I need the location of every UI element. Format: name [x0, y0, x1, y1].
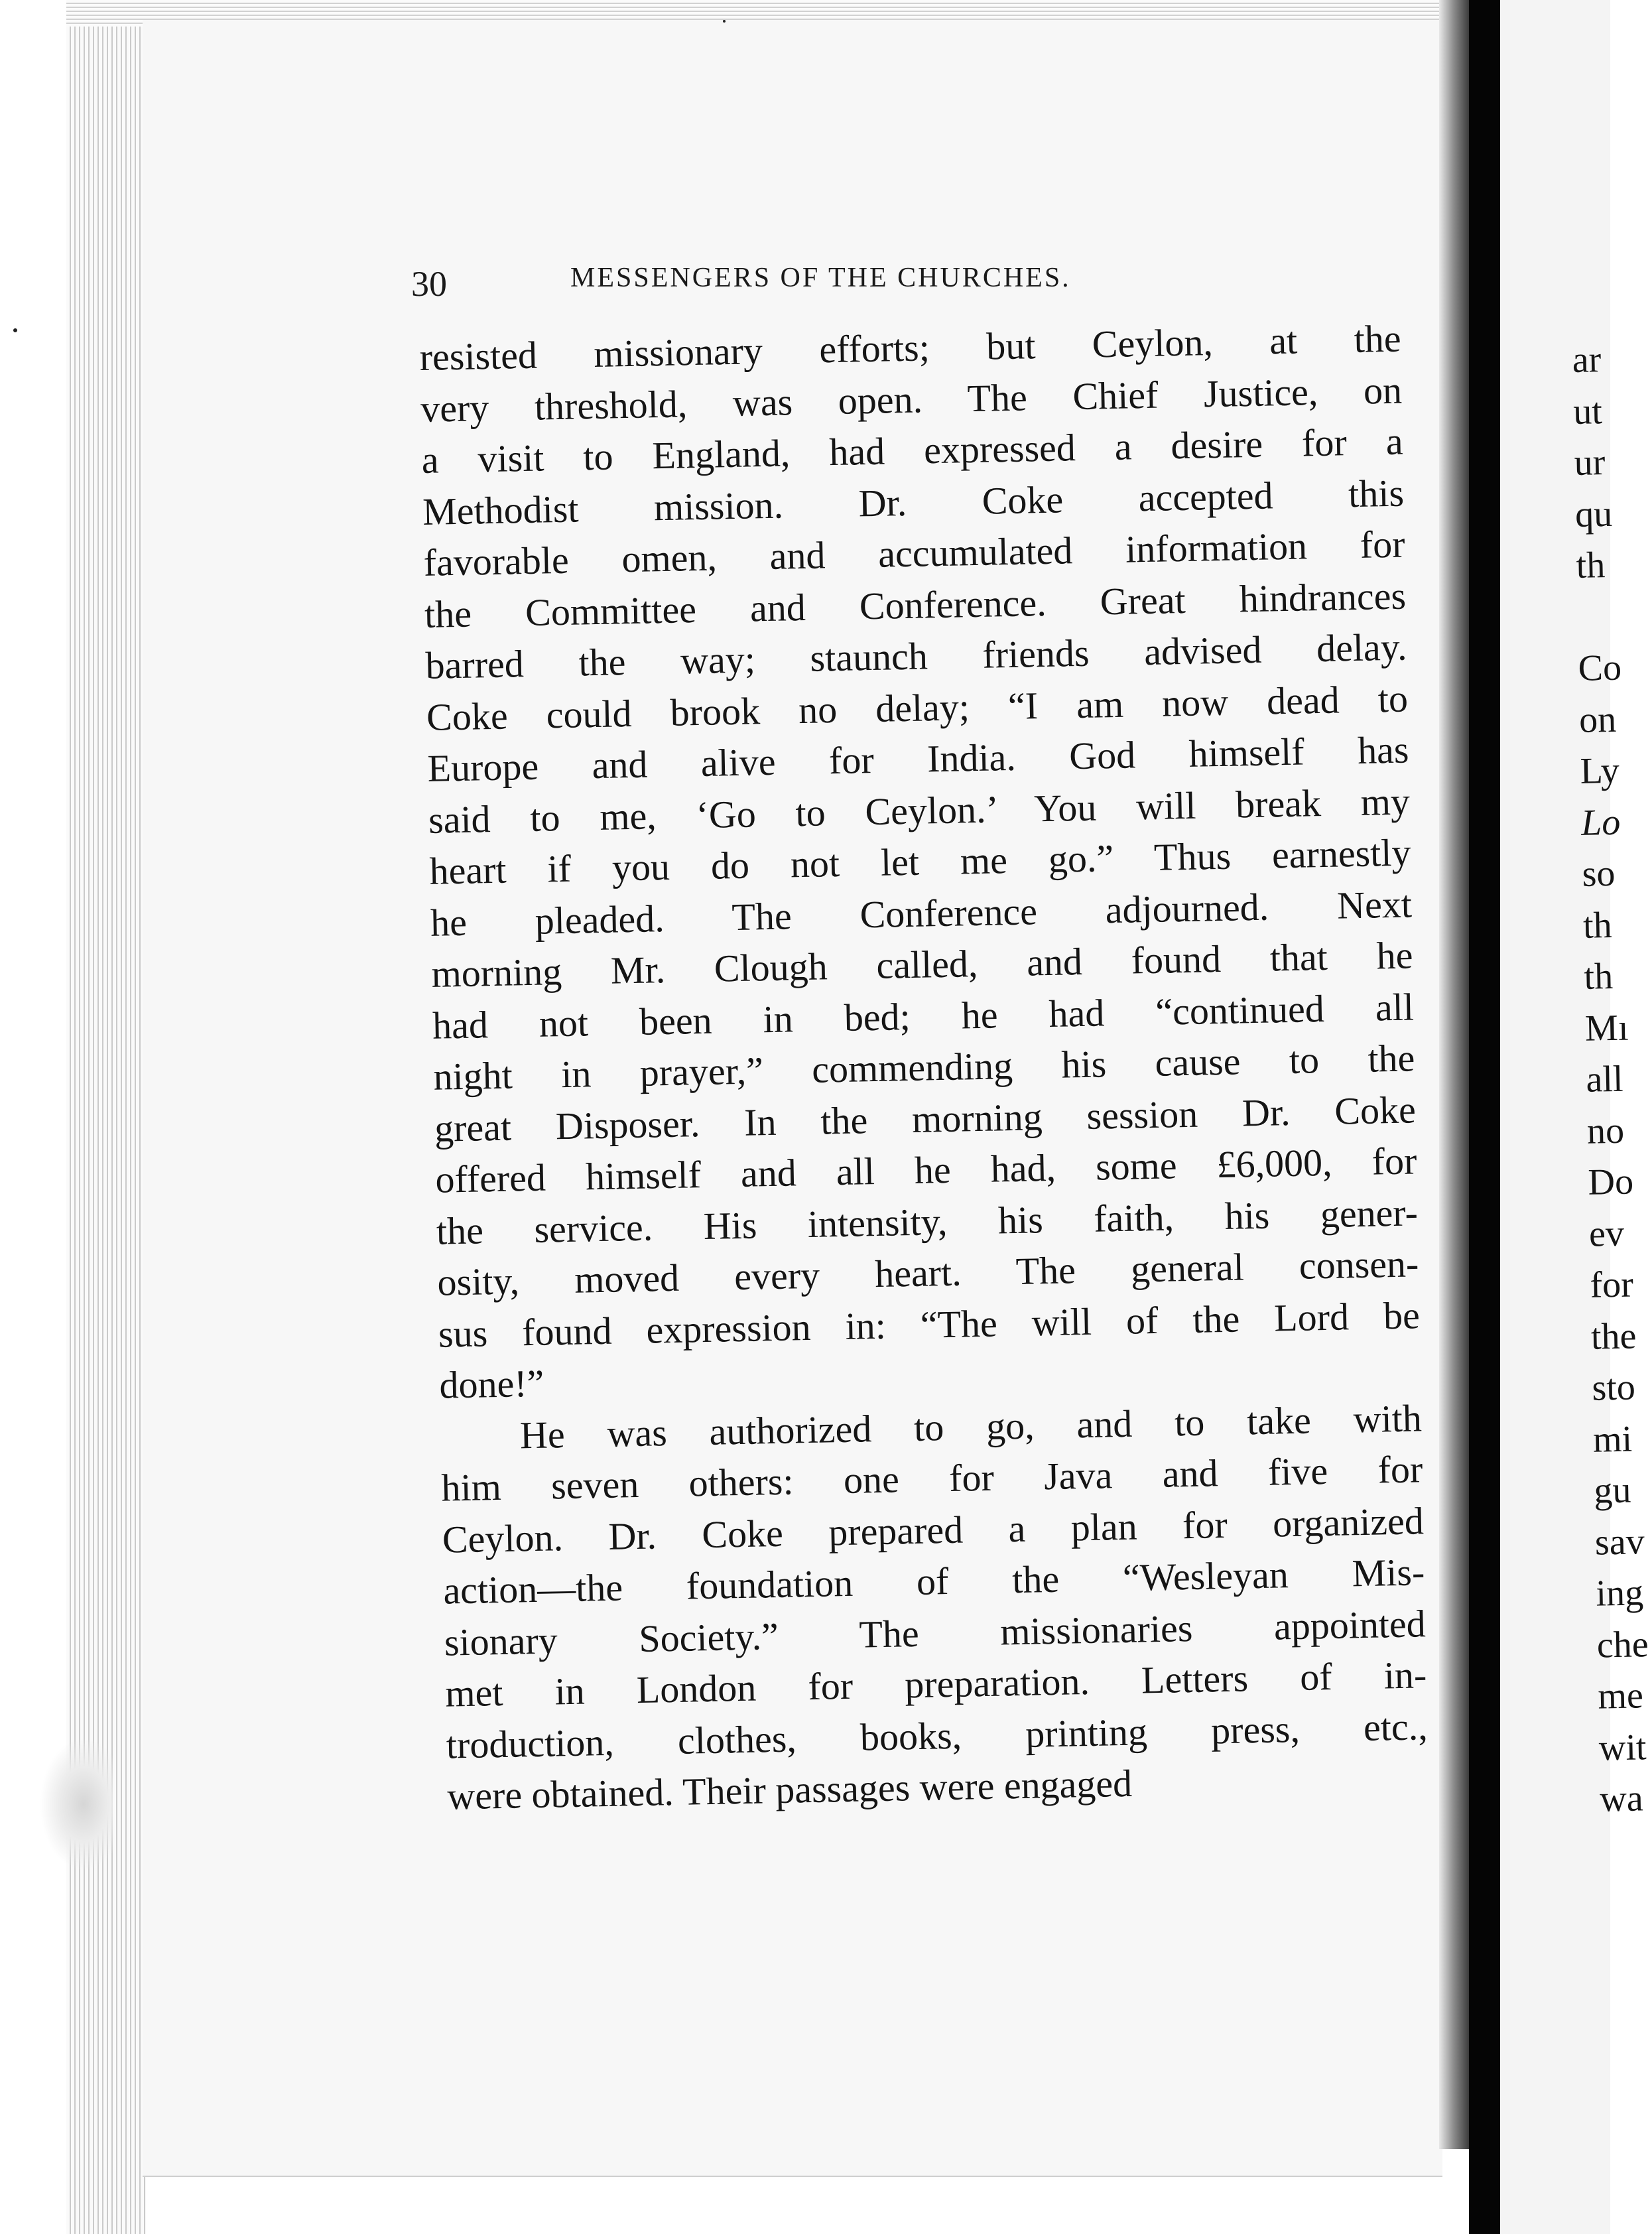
text-line: Methodist mission. Dr. Coke accepted this — [422, 471, 1405, 533]
facing-text-fragment: gu — [1593, 1469, 1632, 1512]
facing-text-fragment: ev — [1588, 1213, 1625, 1255]
text-line: he pleaded. The Conference adjourned. Next — [430, 882, 1413, 945]
text-line: done!” — [438, 1361, 544, 1407]
page-number: 30 — [411, 264, 447, 304]
facing-text-fragment: ing — [1595, 1572, 1644, 1614]
text-line: were obtained. Their passages were engaged — [446, 1761, 1133, 1818]
text-line: had not been in bed; he had “continued all — [432, 984, 1415, 1047]
facing-text-fragment: th — [1576, 545, 1606, 586]
facing-text-fragment: so — [1582, 852, 1616, 895]
text-line: osity, moved every heart. The general consen- — [436, 1242, 1419, 1304]
facing-text-fragment: th — [1582, 904, 1613, 947]
facing-text-fragment: me — [1597, 1675, 1644, 1717]
facing-text-fragment: Lo — [1580, 801, 1621, 844]
facing-text-fragment: wa — [1599, 1778, 1644, 1820]
facing-text-fragment: on — [1578, 698, 1617, 741]
facing-text-fragment: all — [1585, 1058, 1624, 1100]
facing-text-fragment: no — [1586, 1110, 1625, 1152]
text-line: night in prayer,” commending his cause to the — [432, 1036, 1415, 1098]
book-gutter — [1469, 0, 1501, 2234]
text-line: resisted missionary efforts; but Ceylon, at the — [419, 316, 1402, 379]
text-line: a visit to England, had expressed a desire for a — [421, 419, 1404, 482]
facing-text-fragment: wit — [1598, 1726, 1647, 1769]
facing-text-fragment: sto — [1591, 1366, 1636, 1409]
text-line: sionary Society.” The missionaries appointed — [444, 1601, 1427, 1664]
facing-text-fragment: sav — [1594, 1520, 1645, 1563]
text-line: Ceylon. Dr. Coke prepared a plan for organized — [442, 1498, 1425, 1561]
facing-text-fragment: Mı — [1584, 1007, 1629, 1049]
text-line: the Committee and Conference. Great hindrances — [424, 574, 1407, 636]
facing-text-fragment: for — [1589, 1264, 1634, 1306]
facing-text-fragment: the — [1590, 1315, 1637, 1358]
text-line: He was authorized to go, and to take with — [519, 1396, 1423, 1457]
text-line: Coke could brook no delay; “I am now dead to — [426, 676, 1409, 739]
facing-text-fragment: mi — [1592, 1418, 1633, 1461]
scan-speck — [723, 20, 726, 23]
facing-text-fragment: ar — [1572, 339, 1602, 381]
facing-text-fragment: qu — [1574, 493, 1613, 535]
text-line: sus found expression in: “The will of the Lord be — [438, 1293, 1421, 1356]
text-line: offered himself and all he had, some £6,000, for — [434, 1139, 1417, 1201]
scan-smudge — [40, 1738, 113, 1871]
facing-text-fragment: Ly — [1580, 750, 1620, 792]
text-line: heart if you do not let me go.” Thus earnestly — [428, 830, 1411, 893]
page-edges — [66, 0, 146, 2234]
facing-text-fragment: ut — [1572, 390, 1603, 432]
text-line: the service. His intensity, his faith, his gener- — [436, 1190, 1419, 1253]
facing-text-fragment: Co — [1578, 647, 1622, 689]
facing-text-fragment — [1576, 591, 1616, 643]
text-line: great Disposer. In the morning session Dr. Coke — [434, 1087, 1417, 1150]
facing-text-fragment: ur — [1574, 442, 1606, 484]
scan-speck — [13, 328, 17, 332]
facing-text-fragment: che — [1596, 1623, 1649, 1666]
body-text — [419, 313, 1429, 1822]
text-line: him seven others: one for Java and five for — [440, 1447, 1423, 1510]
text-line: barred the way; staunch friends advised delay. — [425, 625, 1408, 687]
text-line: Europe and alive for India. God himself has — [427, 728, 1409, 790]
facing-text-fragment: Do — [1587, 1161, 1634, 1203]
text-line: met in London for preparation. Letters of in- — [444, 1653, 1427, 1715]
facing-text-fragment: th — [1583, 955, 1614, 998]
gutter-shadow — [1439, 0, 1472, 2149]
running-head-title: MESSENGERS OF THE CHURCHES. — [570, 263, 1071, 293]
text-line: morning Mr. Clough called, and found that he — [430, 933, 1413, 996]
text-line: favorable omen, and accumulated information for — [423, 522, 1406, 584]
running-head — [411, 255, 1406, 315]
text-line: action—the foundation of the “Wesleyan Mis- — [442, 1550, 1425, 1612]
text-line: very threshold, was open. The Chief Justice, on — [420, 368, 1403, 430]
text-line: said to me, ‘Go to Ceylon.’ You will break my — [428, 779, 1411, 842]
text-line: troduction, clothes, books, printing press, etc., — [446, 1704, 1429, 1767]
